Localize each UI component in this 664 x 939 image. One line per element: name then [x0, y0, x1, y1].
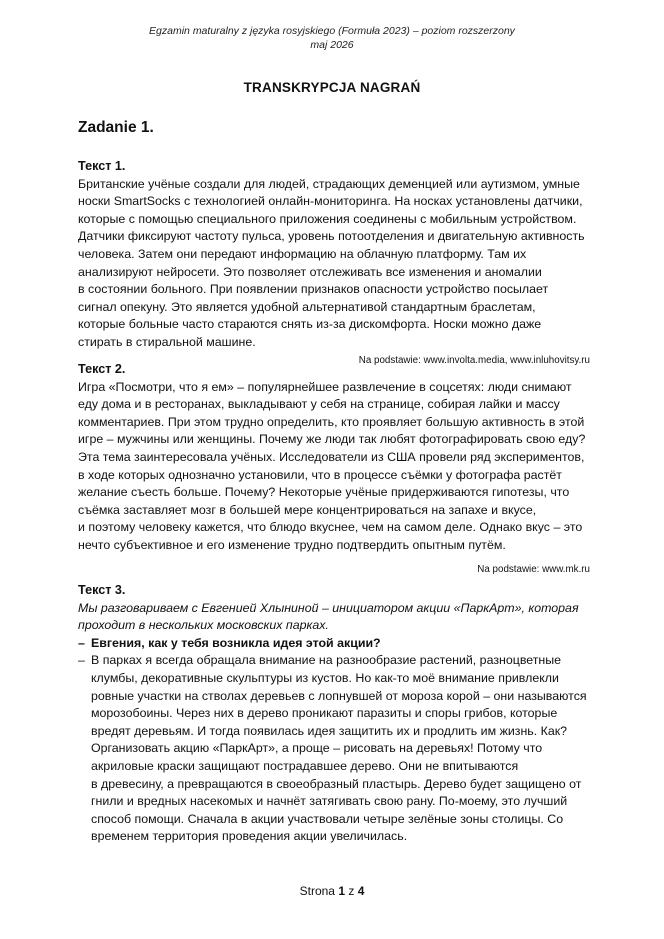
interview-answer-line: – В парках я всегда обращала внимание на разнообразие растений, разноцветные — [78, 652, 590, 670]
interview-answer-line: Организовать акцию «ПаркАрт», а проще – рисовать на деревьях! Потому что — [91, 741, 543, 756]
text-2-body — [78, 379, 590, 555]
text-1-body-line: человека. Затем они передают информацию на облачную платформу. Там их — [78, 246, 527, 261]
text-2-body-line: в ходе которых однозначно установили, что в процессе съёмки у фотографа растёт — [78, 467, 562, 482]
text-1-body-line: которые с помощью специального приложения соединены с мобильным устройством. — [78, 211, 577, 226]
footer-page-total: 4 — [357, 884, 365, 898]
text-1-body-line: которые больные часто стараются снять из-за дискомфорта. Носки можно даже — [78, 317, 542, 332]
text-2-body-line: Эта тема заинтересовала учёных. Исследователи из США провели ряд экспериментов, — [78, 449, 585, 464]
text-1-body-line: сигнал опекуну. Это является удобной альтернативой стандартным браслетам, — [78, 299, 536, 314]
text-3-intro-line: проходит в нескольких московских парках. — [78, 618, 329, 633]
text-3-heading: Текст 3. — [78, 583, 126, 597]
text-1-source: Na podstawie: www.involta.media, www.inluhovitsy.ru — [358, 354, 590, 366]
text-1-body-line: стирать в стиральной машине. — [78, 334, 256, 349]
page-header — [0, 24, 664, 52]
interview-answer-line: вредят деревьям. И тогда появилась идея защитить их и продлить им жизнь. Как? — [91, 723, 568, 738]
page-footer — [0, 884, 664, 898]
footer-page-number: 1 — [338, 884, 345, 898]
text-1-section — [78, 158, 590, 368]
interview-answer-line: морозобоины. Через них в дерево проникают паразиты и споры грибов, которые — [91, 706, 558, 721]
text-2-body-line: нечто субъективное и его изменение трудно подтвердить опытным путём. — [78, 537, 506, 552]
text-2-body-line: комментариев. При этом трудно определить, кто проявляет большую активность в этой — [78, 414, 585, 429]
footer-of: z — [348, 884, 355, 898]
interview-answer-line: клумбы, декоративные скульптуры из кустов. Но как-то моё внимание привлекли — [91, 670, 559, 685]
text-2-source: Na podstawie: www.mk.ru — [477, 563, 590, 575]
text-2-body-line: желание съесть больше. Почему? Некоторые учёные придерживаются гипотезы, что — [78, 485, 570, 500]
text-2-body-line: и поэтому человеку кажется, что блюдо вкуснее, чем на самом деле. Однако вкус – это — [78, 520, 583, 535]
text-3-section — [78, 582, 590, 846]
task-heading: Zadanie 1. — [78, 119, 154, 136]
interview-answer-line: ровные участки на стволах деревьев с лопнувшей от мороза корой – они называются — [91, 688, 587, 703]
text-1-body — [78, 176, 590, 352]
interview-answer-line: гнили и вредных насекомых и начнёт затягивать свою рану. По-моему, это лучший — [91, 794, 568, 809]
question-text: Евгения, как у тебя возникла идея этой акции? — [91, 635, 381, 650]
text-2-body-line: Игра «Посмотри, что я ем» – популярнейшее развлечение в соцсетях: люди снимают — [78, 379, 572, 394]
interview-answer-line: акриловые краски защищают пострадавшее дерево. Они не впитываются — [91, 758, 519, 773]
text-1-body-line: Британские учёные создали для людей, страдающих деменцией или аутизмом, умные — [78, 176, 580, 191]
text-2-section — [78, 361, 590, 577]
text-2-body-line: еду дома и в ресторанах, выкладывают у себя на странице, собирая лайки и массу — [78, 397, 560, 412]
text-1-body-line: носки SmartSocks с технологией онлайн-мониторинга. На носках установлены датчики, — [78, 194, 583, 209]
page-title: TRANSKRYPCJA NAGRAŃ — [243, 80, 421, 95]
header-date-line: maj 2026 — [310, 39, 354, 51]
text-1-body-line: в состоянии больного. При появлении признаков опасности устройство посылает — [78, 282, 549, 297]
text-2-body-line: игре – мужчины или женщины. Почему же люди так любят фотографировать свою еду? — [78, 432, 586, 447]
answer-dash: – — [78, 653, 85, 668]
interview-question — [78, 635, 590, 653]
interview-answer-line: в древесину, а превращаются в своеобразный пластырь. Дерево будет защищено от — [91, 776, 582, 791]
interview-answer-line: временем территория проведения акции увеличилась. — [91, 829, 408, 844]
question-dash: – — [78, 635, 85, 650]
footer-prefix: Strona — [299, 884, 335, 898]
text-3-intro — [78, 600, 590, 635]
text-1-body-line: Датчики фиксируют частоту пульса, уровень потоотделения и двигательную активность — [78, 229, 585, 244]
text-2-body-line: съёмка заставляет мозг в большей мере концентрироваться на запахе и вкусе, — [78, 502, 537, 517]
interview-answer-line: способ помощи. Сначала в акции участвовали четыре зелёные зоны столицы. Со — [91, 811, 564, 826]
text-3-intro-line: Мы разговариваем с Евгенией Хлыниной – инициатором акции «ПаркАрт», которая — [78, 600, 579, 615]
interview-answer — [78, 652, 590, 846]
text-1-body-line: анализируют нейросети. Это позволяет отслеживать все изменения и аномалии — [78, 264, 542, 279]
header-exam-line: Egzamin maturalny z języka rosyjskiego (Formuła 2023) – poziom rozszerzony — [149, 25, 515, 37]
text-1-heading: Текст 1. — [78, 159, 126, 173]
text-2-heading: Текст 2. — [78, 362, 126, 376]
